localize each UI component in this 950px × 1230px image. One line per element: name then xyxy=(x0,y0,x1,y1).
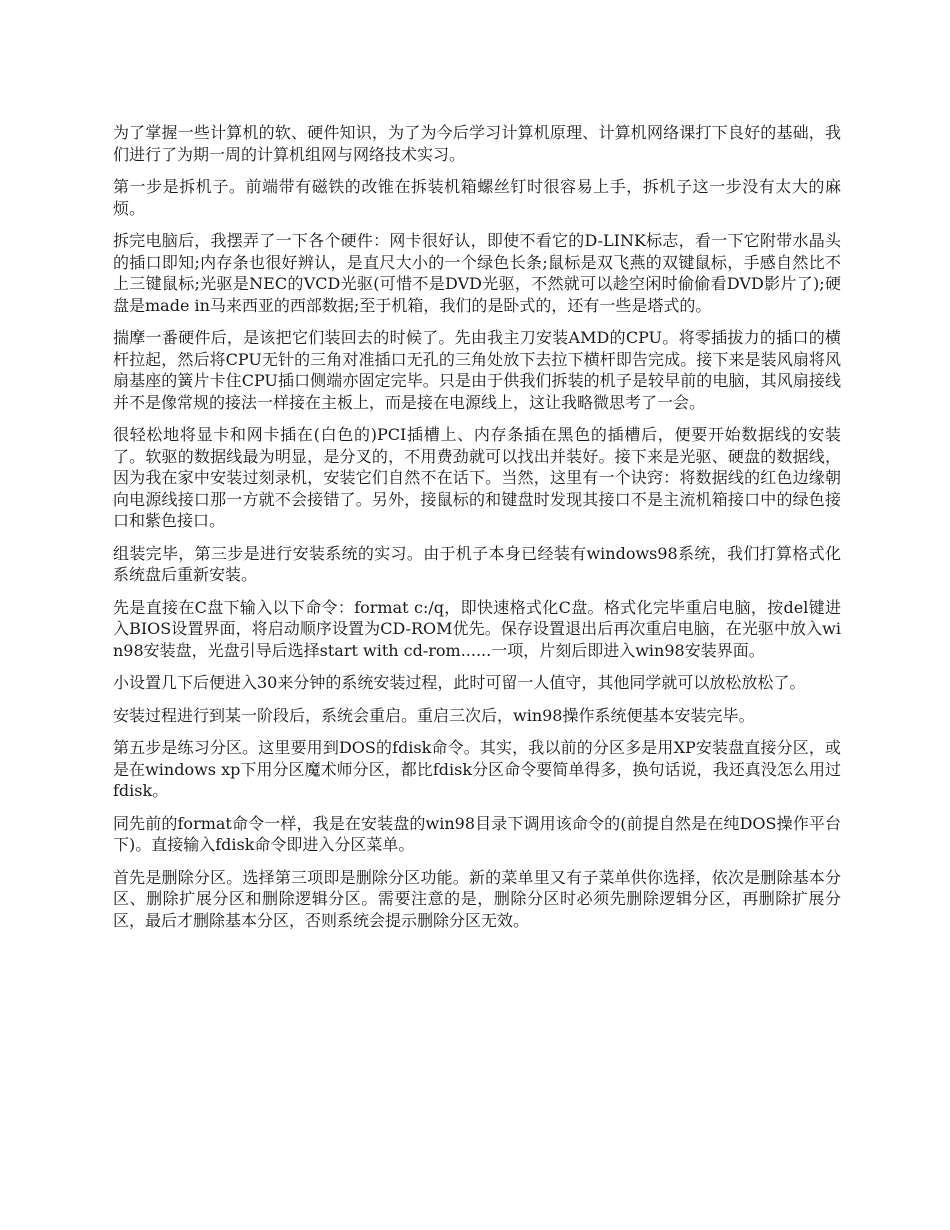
paragraph-cpu-install: 揣摩一番硬件后，是该把它们装回去的时候了。先由我主刀安装AMD的CPU。将零插拔力的插口的横杆拉起，然后将CPU无针的三角对准插口无孔的三角处放下去拉下横杆即告完成。接下来是装风扇将风扇基座的簧片卡住CPU插口侧端亦固定完毕。只是由于供我们拆装的机子是较早前的电脑，其风扇接线并不是像常规的接法一样接在主板上，而是接在电源线上，这让我略微思考了一会。 xyxy=(113,328,841,412)
paragraph-intro: 为了掌握一些计算机的软、硬件知识，为了为今后学习计算机原理、计算机网络课打下良好的基础，我们进行了为期一周的计算机组网与网络技术实习。 xyxy=(113,123,841,164)
paragraph-format: 先是直接在C盘下输入以下命令：format c:/q，即快速格式化C盘。格式化完毕重启电脑，按del键进入BIOS设置界面，将启动顺序设置为CD-ROM优先。保存设置退出后再次重启电脑，在光驱中放入win98安装盘，光盘引导后选择start with cd-rom......一项，片刻后即进入win98安装界面。 xyxy=(113,597,841,660)
paragraph-partition: 第五步是练习分区。这里要用到DOS的fdisk命令。其实，我以前的分区多是用XP安装盘直接分区，或是在windows xp下用分区魔术师分区，都比fdisk分区命令要简单得多，换句话说，我还真没怎么用过fdisk。 xyxy=(113,738,841,800)
document-body xyxy=(113,122,841,942)
paragraph-disassembly: 第一步是拆机子。前端带有磁铁的改锥在拆装机箱螺丝钉时很容易上手，拆机子这一步没有太大的麻烦。 xyxy=(113,177,841,218)
paragraph-hardware: 拆完电脑后，我摆弄了一下各个硬件：网卡很好认，即使不看它的D-LINK标志，看一下它附带水晶头的插口即知;内存条也很好辨认，是直尺大小的一个绿色长条;鼠标是双飞燕的双键鼠标，手感自然比不上三键鼠标;光驱是NEC的VCD光驱(可惜不是DVD光驱，不然就可以趁空闲时偷偷看DVD影片了);硬盘是made in马来西亚的西部数据;至于机箱，我们的是卧式的，还有一些是塔式的。 xyxy=(113,231,841,315)
paragraph-system-install: 组装完毕，第三步是进行安装系统的实习。由于机子本身已经装有windows98系统，我们打算格式化系统盘后重新安装。 xyxy=(113,543,841,584)
paragraph-reboot: 安装过程进行到某一阶段后，系统会重启。重启三次后，win98操作系统便基本安装完毕。 xyxy=(113,705,755,725)
paragraph-install-wait: 小设置几下后便进入30来分钟的系统安装过程，此时可留一人值守，其他同学就可以放松放松了。 xyxy=(113,673,806,692)
paragraph-fdisk: 同先前的format命令一样，我是在安装盘的win98目录下调用该命令的(前提自然是在纯DOS操作平台下)。直接输入fdisk命令即进入分区菜单。 xyxy=(113,813,841,854)
paragraph-cards-cables: 很轻松地将显卡和网卡插在(白色的)PCI插槽上、内存条插在黑色的插槽后，便要开始数据线的安装了。软驱的数据线最为明显，是分叉的，不用费劲就可以找出并装好。接下来是光驱、硬盘的数据线，因为我在家中安装过刻录机，安装它们自然不在话下。当然，这里有一个诀窍：将数据线的红色边缘朝向电源线接口那一方就不会接错了。另外，接鼠标的和键盘时发现其接口不是主流机箱接口中的绿色接口和紫色接口。 xyxy=(113,425,841,530)
paragraph-delete-partition: 首先是删除分区。选择第三项即是删除分区功能。新的菜单里又有子菜单供你选择，依次是删除基本分区、删除扩展分区和删除逻辑分区。需要注意的是，删除分区时必须先删除逻辑分区，再删除扩展分区，最后才删除基本分区，否则系统会提示删除分区无效。 xyxy=(113,867,841,930)
